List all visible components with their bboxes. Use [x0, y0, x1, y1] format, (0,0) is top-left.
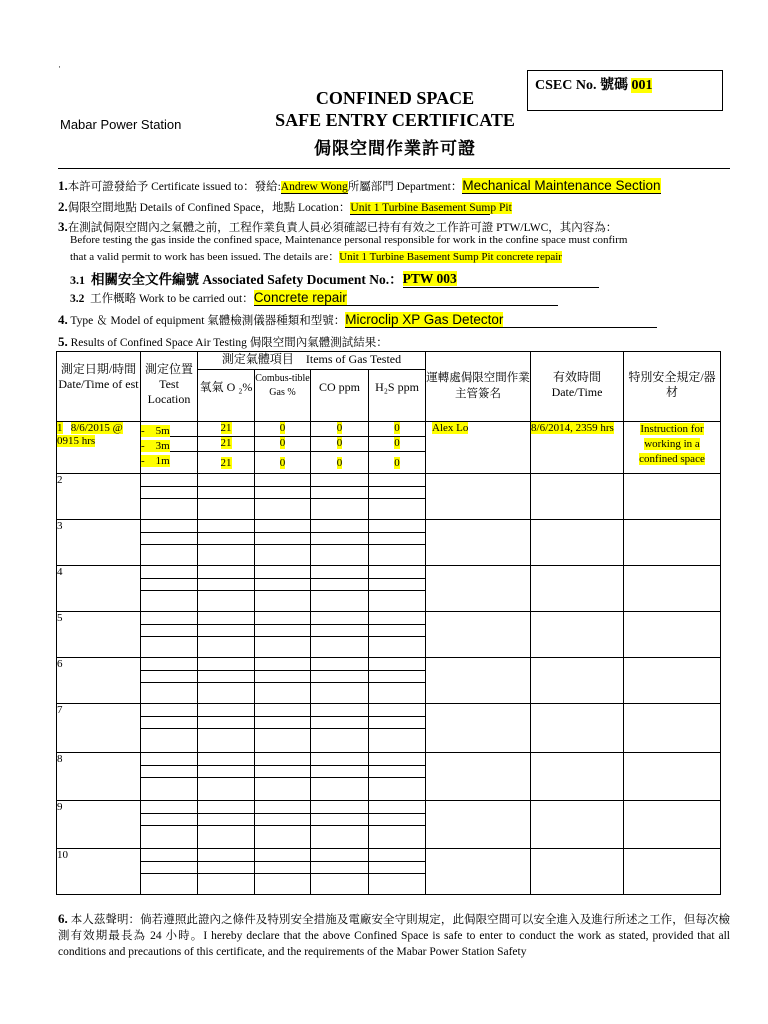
- table-row: [57, 612, 721, 658]
- location-3m: - 3m: [141, 440, 170, 452]
- row-number-cell: [57, 566, 141, 612]
- o2-cell: [198, 753, 255, 801]
- location-cell: [141, 474, 198, 520]
- item-6-declaration: [58, 911, 730, 960]
- station-name: Mabar Power Station: [60, 117, 182, 132]
- h2s-cell: [369, 612, 426, 658]
- location-cell: [141, 612, 198, 658]
- co-cell: [311, 801, 369, 849]
- row-number-cell: [57, 704, 141, 753]
- co-value: 0: [336, 422, 343, 434]
- valid-time-value: 8/6/2014, 2359 hrs: [531, 422, 614, 434]
- special-cell: [624, 566, 721, 612]
- supervisor-cell: [426, 658, 531, 704]
- h2s-cell: [369, 704, 426, 753]
- row-number: 9: [57, 801, 63, 813]
- co-cell: [311, 704, 369, 753]
- header-combustible-gas: Combus-tible Gas %: [255, 370, 311, 422]
- row-1-h2s-cell: [369, 422, 426, 474]
- row-number: 10: [57, 849, 68, 861]
- o2-cell: [198, 849, 255, 895]
- valid-cell: [531, 801, 624, 849]
- item-1-label: 本許可證發給予 Certificate issued to：發給:: [67, 181, 281, 193]
- item-5: [58, 334, 388, 350]
- item-3-2-number: 3.2: [70, 293, 85, 305]
- title-line-1: CONFINED SPACE: [315, 88, 475, 108]
- h2s-value: 0: [394, 437, 400, 449]
- h2s-cell: [369, 849, 426, 895]
- o2-cell: [198, 612, 255, 658]
- special-cell: [624, 658, 721, 704]
- row-number: 6: [57, 658, 63, 670]
- combustible-cell: [255, 658, 311, 704]
- safety-doc-value: PTW 003: [402, 271, 457, 286]
- o2-cell: [198, 520, 255, 566]
- header-valid-time: 有效時間 Date/Time: [531, 352, 624, 422]
- table-row: [57, 658, 721, 704]
- location-value: Unit 1 Turbine Basement Sump Pit: [350, 202, 512, 214]
- table-row: [57, 422, 721, 474]
- special-cell: [624, 801, 721, 849]
- combustible-value: 0: [279, 422, 286, 434]
- combustible-cell: [255, 566, 311, 612]
- work-value: Concrete repair: [253, 290, 347, 305]
- item-1: [58, 178, 661, 194]
- row-number-cell: [57, 658, 141, 704]
- title-line-3: 侷限空間作業許可證: [314, 139, 476, 158]
- item-6-number: 6.: [58, 911, 68, 926]
- co-cell: [311, 612, 369, 658]
- supervisor-cell: [426, 566, 531, 612]
- supervisor-cell: [426, 704, 531, 753]
- valid-cell: [531, 612, 624, 658]
- item-4-label: Type ＆ Model of equipment 氣體檢測儀器種類和型號：: [70, 315, 346, 327]
- item-3-1-label: 相關安全文件編號 Associated Safety Document No.：: [91, 272, 403, 287]
- row-number: 4: [57, 566, 63, 578]
- row-number: 7: [57, 704, 63, 716]
- row-1-o2-cell: [198, 422, 255, 474]
- special-cell: [624, 474, 721, 520]
- row-1-special-cell: [624, 422, 721, 474]
- special-cell: [624, 520, 721, 566]
- item-5-label: Results of Confined Space Air Testing 侷限空間內氣體測試結果：: [70, 337, 388, 349]
- o2-cell: [198, 566, 255, 612]
- location-cell: [141, 801, 198, 849]
- item-2-label: 侷限空間地點 Details of Confined Space，地點 Location：: [67, 202, 351, 214]
- location-5m: - 5m: [141, 425, 170, 437]
- row-1-co-cell: [311, 422, 369, 474]
- item-3-line-3-text: that a valid permit to work has been issued. The details are：: [70, 251, 340, 263]
- location-field: [350, 202, 512, 215]
- co-value: 0: [336, 457, 343, 469]
- valid-cell: [531, 704, 624, 753]
- h2s-cell: [369, 520, 426, 566]
- item-4-number: 4.: [58, 312, 68, 327]
- item-2: [58, 199, 512, 215]
- table-row: [57, 753, 721, 801]
- item-3: [58, 219, 617, 235]
- co-cell: [311, 566, 369, 612]
- combustible-cell: [255, 849, 311, 895]
- valid-cell: [531, 849, 624, 895]
- o2-value: 21: [220, 422, 232, 434]
- table-row: [57, 520, 721, 566]
- supervisor-cell: [426, 520, 531, 566]
- combustible-value: 0: [279, 437, 286, 449]
- special-cell: [624, 753, 721, 801]
- combustible-value: 0: [279, 457, 286, 469]
- title-line-2: SAFE ENTRY CERTIFICATE: [275, 110, 515, 130]
- combustible-cell: [255, 520, 311, 566]
- item-6-text: 本人茲聲明：倘若遵照此證內之條件及特別安全措施及電廠安全守則規定，此侷限空間可以安全進入及進行所述之工作，但每次檢測有效期最長為 24 小時。I hereby declare that the above Confined Space is safe to enter to conduct the work as stated, provided that all conditions and precautions of this certificate, and the requirements of the Mabar Power Station Safety: [58, 914, 731, 958]
- supervisor-cell: [426, 474, 531, 520]
- location-cell: [141, 566, 198, 612]
- supervisor-value: Alex Lo: [432, 422, 469, 434]
- safety-doc-field: [403, 271, 599, 288]
- gas-test-table: [56, 351, 721, 895]
- co-cell: [311, 474, 369, 520]
- row-number-cell: [57, 612, 141, 658]
- row-number-cell: [57, 753, 141, 801]
- top-dot: ·: [58, 62, 61, 72]
- special-cell: [624, 704, 721, 753]
- row-number-cell: [57, 474, 141, 520]
- row-1-date-cell: [57, 422, 141, 474]
- item-1-number: 1.: [58, 178, 68, 193]
- table-row: [57, 474, 721, 520]
- h2s-cell: [369, 753, 426, 801]
- header-test-location: 測定位置 Test Location: [141, 352, 198, 422]
- special-cell: [624, 612, 721, 658]
- co-cell: [311, 520, 369, 566]
- h2s-value: 0: [394, 422, 400, 434]
- location-cell: [141, 658, 198, 704]
- row-number: 8: [57, 753, 63, 765]
- issued-to-value: Andrew Wong: [280, 181, 348, 193]
- o2-value: 21: [220, 437, 232, 449]
- header-items-of-gas: 測定氣體項目 Items of Gas Tested: [198, 352, 426, 370]
- equipment-value: Microclip XP Gas Detector: [345, 312, 504, 327]
- item-3-2-label: 工作概略 Work to be carried out：: [90, 293, 254, 305]
- row-1-combustible-cell: [255, 422, 311, 474]
- csec-label: CSEC No. 號碼: [535, 78, 628, 93]
- supervisor-cell: [426, 801, 531, 849]
- table-row: [57, 566, 721, 612]
- supervisor-cell: [426, 849, 531, 895]
- header-date-time: 測定日期/時間 Date/Time of est: [57, 352, 141, 422]
- item-3-1: [70, 268, 599, 288]
- co-cell: [311, 849, 369, 895]
- table-row: [57, 849, 721, 895]
- item-3-number: 3.: [58, 219, 68, 234]
- item-3-line-3: [70, 248, 562, 264]
- location-cell: [141, 520, 198, 566]
- combustible-cell: [255, 801, 311, 849]
- row-1-date-value: 8/6/2015 @ 0915 hrs: [57, 422, 123, 447]
- item-2-number: 2.: [58, 199, 68, 214]
- permit-details-value: Unit 1 Turbine Basement Sump Pit concrete repair: [339, 251, 562, 263]
- row-number-cell: [57, 801, 141, 849]
- item-4: [58, 312, 657, 328]
- item-3-line-2: Before testing the gas inside the confined space, Maintenance personal responsible for work in the confine space must confirm: [70, 234, 628, 246]
- item-3-1-number: 3.1: [70, 273, 85, 287]
- row-1-valid-cell: [531, 422, 624, 474]
- header-co: CO ppm: [311, 370, 369, 422]
- combustible-cell: [255, 753, 311, 801]
- location-1m: - 1m: [141, 455, 170, 467]
- special-requirement-value: Instruction for working in a confined space: [639, 423, 705, 465]
- work-field: [254, 290, 558, 306]
- row-number-cell: [57, 849, 141, 895]
- location-cell: [141, 849, 198, 895]
- table-row: [57, 704, 721, 753]
- table-row: [57, 801, 721, 849]
- row-number: 3: [57, 520, 63, 532]
- equipment-field: [345, 312, 657, 328]
- item-3-2: [70, 290, 558, 306]
- h2s-cell: [369, 801, 426, 849]
- item-3-label: 在測試侷限空間內之氣體之前，工程作業負責人員必須確認已持有有效之工作許可證 PTW/LWC，其內容為：: [67, 222, 618, 234]
- h2s-value: 0: [394, 457, 400, 469]
- header-special-requirements: 特別安全規定/器材: [624, 352, 721, 422]
- supervisor-cell: [426, 612, 531, 658]
- o2-cell: [198, 474, 255, 520]
- valid-cell: [531, 658, 624, 704]
- department-label: 所屬部門 Department：: [347, 181, 463, 193]
- valid-cell: [531, 566, 624, 612]
- combustible-cell: [255, 704, 311, 753]
- h2s-cell: [369, 566, 426, 612]
- csec-value: 001: [631, 78, 653, 93]
- row-number-cell: [57, 520, 141, 566]
- row-1-location-cell: [141, 422, 198, 474]
- location-cell: [141, 753, 198, 801]
- valid-cell: [531, 520, 624, 566]
- valid-cell: [531, 474, 624, 520]
- co-cell: [311, 753, 369, 801]
- row-number: 1: [57, 422, 63, 434]
- item-5-number: 5.: [58, 334, 68, 349]
- co-cell: [311, 658, 369, 704]
- row-number: 5: [57, 612, 63, 624]
- h2s-cell: [369, 658, 426, 704]
- department-value: Mechanical Maintenance Section: [462, 178, 661, 193]
- valid-cell: [531, 753, 624, 801]
- header-h2s: H₂S ppm: [369, 370, 426, 422]
- o2-cell: [198, 801, 255, 849]
- header-o2: 氧氣 O ₂%: [198, 370, 255, 422]
- o2-cell: [198, 658, 255, 704]
- supervisor-cell: [426, 753, 531, 801]
- combustible-cell: [255, 612, 311, 658]
- co-value: 0: [336, 437, 343, 449]
- row-number: 2: [57, 474, 63, 486]
- header-supervisor-signature: 運轉處侷限空間作業主管簽名: [426, 352, 531, 422]
- combustible-cell: [255, 474, 311, 520]
- row-1-supervisor-cell: [426, 422, 531, 474]
- o2-value: 21: [220, 457, 232, 469]
- o2-cell: [198, 704, 255, 753]
- special-cell: [624, 849, 721, 895]
- h2s-cell: [369, 474, 426, 520]
- location-cell: [141, 704, 198, 753]
- header-rule: [58, 168, 730, 169]
